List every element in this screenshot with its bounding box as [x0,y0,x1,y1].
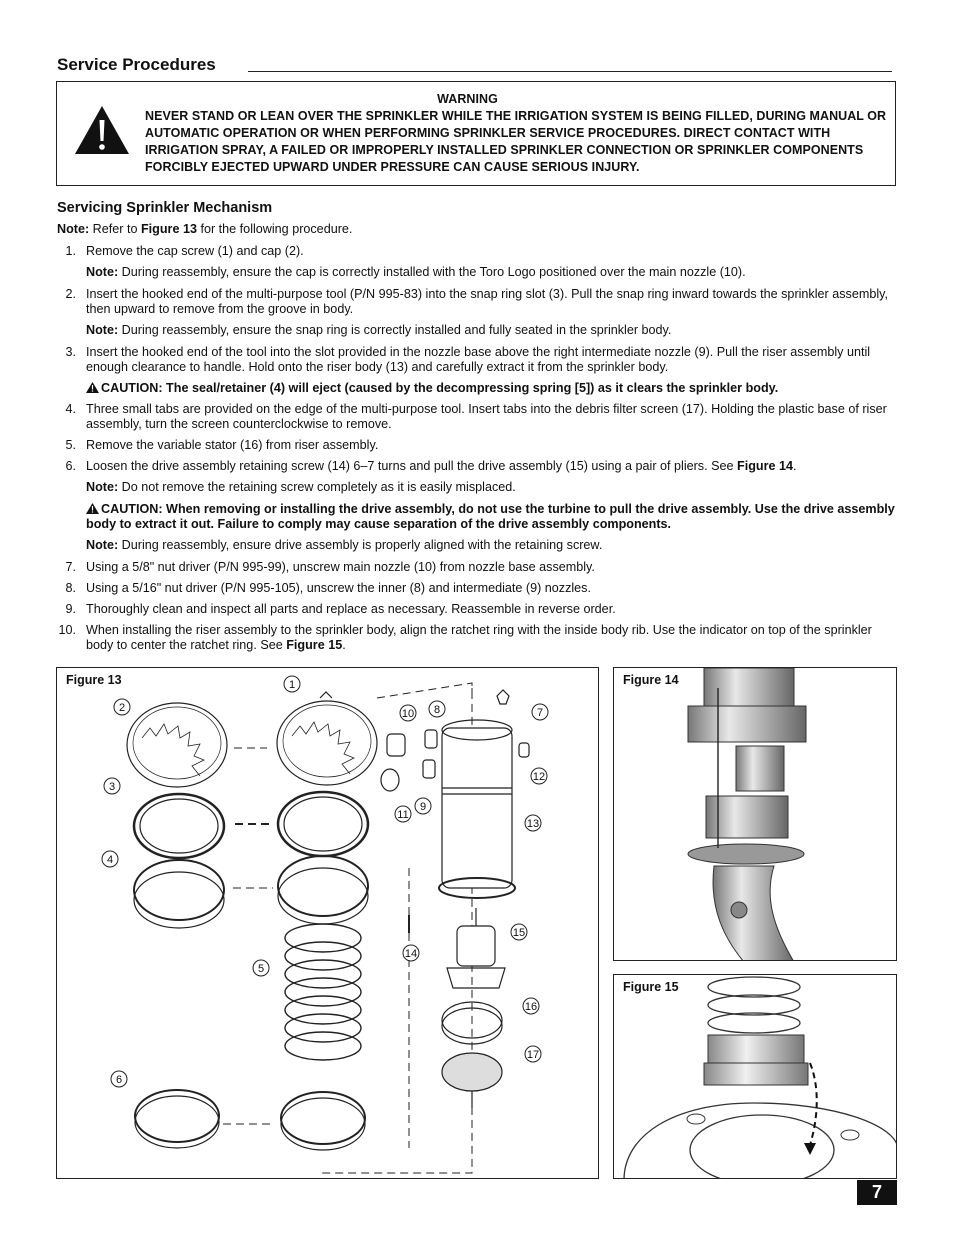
step-text: When installing the riser assembly to the sprinkler body, align the ratchet ring with the inside body rib. Use the indicator on top of the sprinkler body to center the ratchet ring. See [86,623,872,652]
svg-text:6: 6 [115,1074,123,1086]
step-number: 4. [65,402,76,416]
callout-6 [111,1071,127,1087]
drive-assembly [447,908,505,988]
note-text: During reassembly, ensure the snap ring is correctly installed and fully seated in the sprinkler body. [118,323,672,337]
figure-reference: Figure 14 [737,459,794,473]
step-number: 3. [65,345,76,359]
figure-14 [613,667,897,961]
ratchet-ring-right [281,1092,365,1144]
callout-7 [532,704,548,720]
caution-note [57,502,895,532]
step-number: 9. [65,602,76,616]
procedure-content [57,222,895,659]
ratchet-alignment-illustration [614,975,897,1179]
main-nozzle [387,734,405,756]
figure-reference: Figure 15 [286,638,343,652]
note-label: Note: [86,480,119,494]
figure-14-label: Figure 14 [623,673,679,687]
procedure-step [57,438,895,453]
step-text-end: . [793,459,797,473]
step-number: 10. [58,623,76,637]
figure-15 [613,974,897,1179]
step-text: Using a 5/16" nut driver (P/N 995-105), unscrew the inner (8) and intermediate (9) nozzles. [86,581,591,595]
seal-retainer-right [278,856,368,916]
warning-body: NEVER STAND OR LEAN OVER THE SPRINKLER WHILE THE IRRIGATION SYSTEM IS BEING FILLED, DURING MANUAL OR AUTOMATIC OPERATION OR WHEN PERFORMING SPRINKLER SERVICE PROCEDURES. DIRECT CONTACT WITH IRRIGATION SPRAY, A FAILED OR IMPROPERLY INSTALLED SPRINKLER CONNECTION OR SPRINKLER COMPONENTS FORCIBLY EJECTED UPWARD UNDER PRESSURE CAN CAUSE SERIOUS INJURY. [145,109,887,174]
svg-text:3: 3 [108,781,116,793]
step-number: 1. [65,244,76,258]
figure-13-label: Figure 13 [66,673,122,687]
seal-retainer-left [134,860,224,920]
inner-nozzle [425,730,437,748]
svg-text:15: 15 [512,927,526,939]
step-note [57,538,895,553]
page-title: Service Procedures [57,55,216,74]
procedure-step [57,602,895,617]
right-nozzle [519,743,529,757]
step-text: Thoroughly clean and inspect all parts and replace as necessary. Reassemble in reverse order. [86,602,616,616]
svg-text:11: 11 [397,809,409,821]
svg-text:14: 14 [404,948,418,960]
note-text: Do not remove the retaining screw completely as it is easily misplaced. [118,480,516,494]
caution-triangle-icon [86,382,99,393]
svg-text:10: 10 [401,708,415,720]
intro-note: Note: Refer to Figure 13 for the following procedure. [57,222,353,236]
step-text: Loosen the drive assembly retaining screw (14) 6–7 turns and pull the drive assembly (15) using a pair of pliers. See [86,459,738,473]
callout-10 [400,705,416,721]
callout-1 [284,676,300,692]
step-text: Insert the hooked end of the multi-purpose tool (P/N 995-83) into the snap ring slot (3). Pull the snap ring inward towards the sprinkler assembly, then upward to remove from the groove in body. [86,287,888,316]
page-number: 7 [857,1180,897,1205]
procedure-step [57,244,895,259]
svg-text:5: 5 [257,963,265,975]
procedure-step [57,287,895,317]
riser-body [439,720,515,898]
section-heading: Servicing Sprinkler Mechanism [57,200,273,216]
note-text: During reassembly, ensure the cap is correctly installed with the Toro Logo positioned over the main nozzle (10). [118,265,746,279]
exploded-view-diagram [57,668,599,1179]
title-rule [248,71,892,72]
step-text: Remove the cap screw (1) and cap (2). [86,244,304,258]
figure-13 [56,667,599,1179]
svg-text:4: 4 [106,854,114,866]
caution-text: CAUTION: When removing or installing the drive assembly, do not use the turbine to pull the drive assembly. Use the drive assembly body to extract it out. Failure to comply may cause separation of the drive assembly components. [86,502,895,531]
svg-text:16: 16 [524,1001,538,1013]
step-note [57,265,895,280]
step-number: 8. [65,581,76,595]
snap-ring-left [134,794,224,858]
spring [285,924,361,1060]
note-text: During reassembly, ensure drive assembly is properly aligned with the retaining screw. [118,538,603,552]
procedure-step [57,581,895,596]
callout-3 [104,778,120,794]
callout-17 [525,1046,541,1062]
svg-text:12: 12 [532,771,546,783]
caution-note [57,381,895,396]
step-note [57,480,895,495]
step-text: Remove the variable stator (16) from riser assembly. [86,438,379,452]
callout-15 [511,924,527,940]
step-text-end: . [342,638,346,652]
step-note [57,323,895,338]
procedure-step [57,459,895,474]
step-number: 5. [65,438,76,452]
procedure-step [57,560,895,575]
svg-text:9: 9 [419,801,427,813]
warning-heading: WARNING [437,92,498,106]
svg-text:8: 8 [433,704,441,716]
intermediate-nozzle [423,760,435,778]
callout-8 [429,701,445,717]
note-label: Note: [86,265,119,279]
svg-text:13: 13 [526,818,540,830]
cap-left [127,703,227,787]
procedure-step [57,402,895,432]
note-label: Note: [86,538,119,552]
svg-text:2: 2 [118,702,126,714]
callout-16 [523,998,539,1014]
step-number: 6. [65,459,76,473]
caution-triangle-icon [86,503,99,514]
svg-text:1: 1 [288,679,296,691]
callout-13 [525,815,541,831]
step-number: 2. [65,287,76,301]
filter-screen [442,1053,502,1091]
callout-14 [403,945,419,961]
warning-box [56,81,896,186]
caution-text: CAUTION: The seal/retainer (4) will eject (caused by the decompressing spring [5]) as it clears the sprinkler body. [101,381,779,395]
callout-4 [102,851,118,867]
warning-text-block [145,91,890,176]
ratchet-ring-left [135,1090,219,1142]
procedure-step [57,623,895,653]
step-text: Three small tabs are provided on the edge of the multi-purpose tool. Insert tabs into the debris filter screen (17). Holding the plastic base of riser assembly, turn the screen counterclockwise to remove. [86,402,887,431]
svg-text:7: 7 [536,707,544,719]
callout-12 [531,768,547,784]
step-text: Insert the hooked end of the tool into the slot provided in the nozzle base above the right intermediate nozzle (9). Pull the riser assembly until enough clearance to handle. Hold onto the riser body (13) and carefully extract it from the sprinkler body. [86,345,871,374]
figure-15-label: Figure 15 [623,980,679,994]
nozzle-top [497,690,509,704]
snap-ring-right [278,792,368,856]
procedure-steps [57,244,895,653]
o-ring [381,769,399,791]
callout-9 [415,798,431,814]
cap-right [277,701,377,785]
warning-triangle-icon [73,104,131,156]
procedure-step [57,345,895,375]
svg-text:17: 17 [526,1049,540,1061]
drive-removal-illustration [614,668,897,961]
step-text: Using a 5/8" nut driver (P/N 995-99), unscrew main nozzle (10) from nozzle base assembly. [86,560,595,574]
callout-2 [114,699,130,715]
callout-5 [253,960,269,976]
step-number: 7. [65,560,76,574]
callout-11 [395,806,411,822]
note-label: Note: [86,323,119,337]
